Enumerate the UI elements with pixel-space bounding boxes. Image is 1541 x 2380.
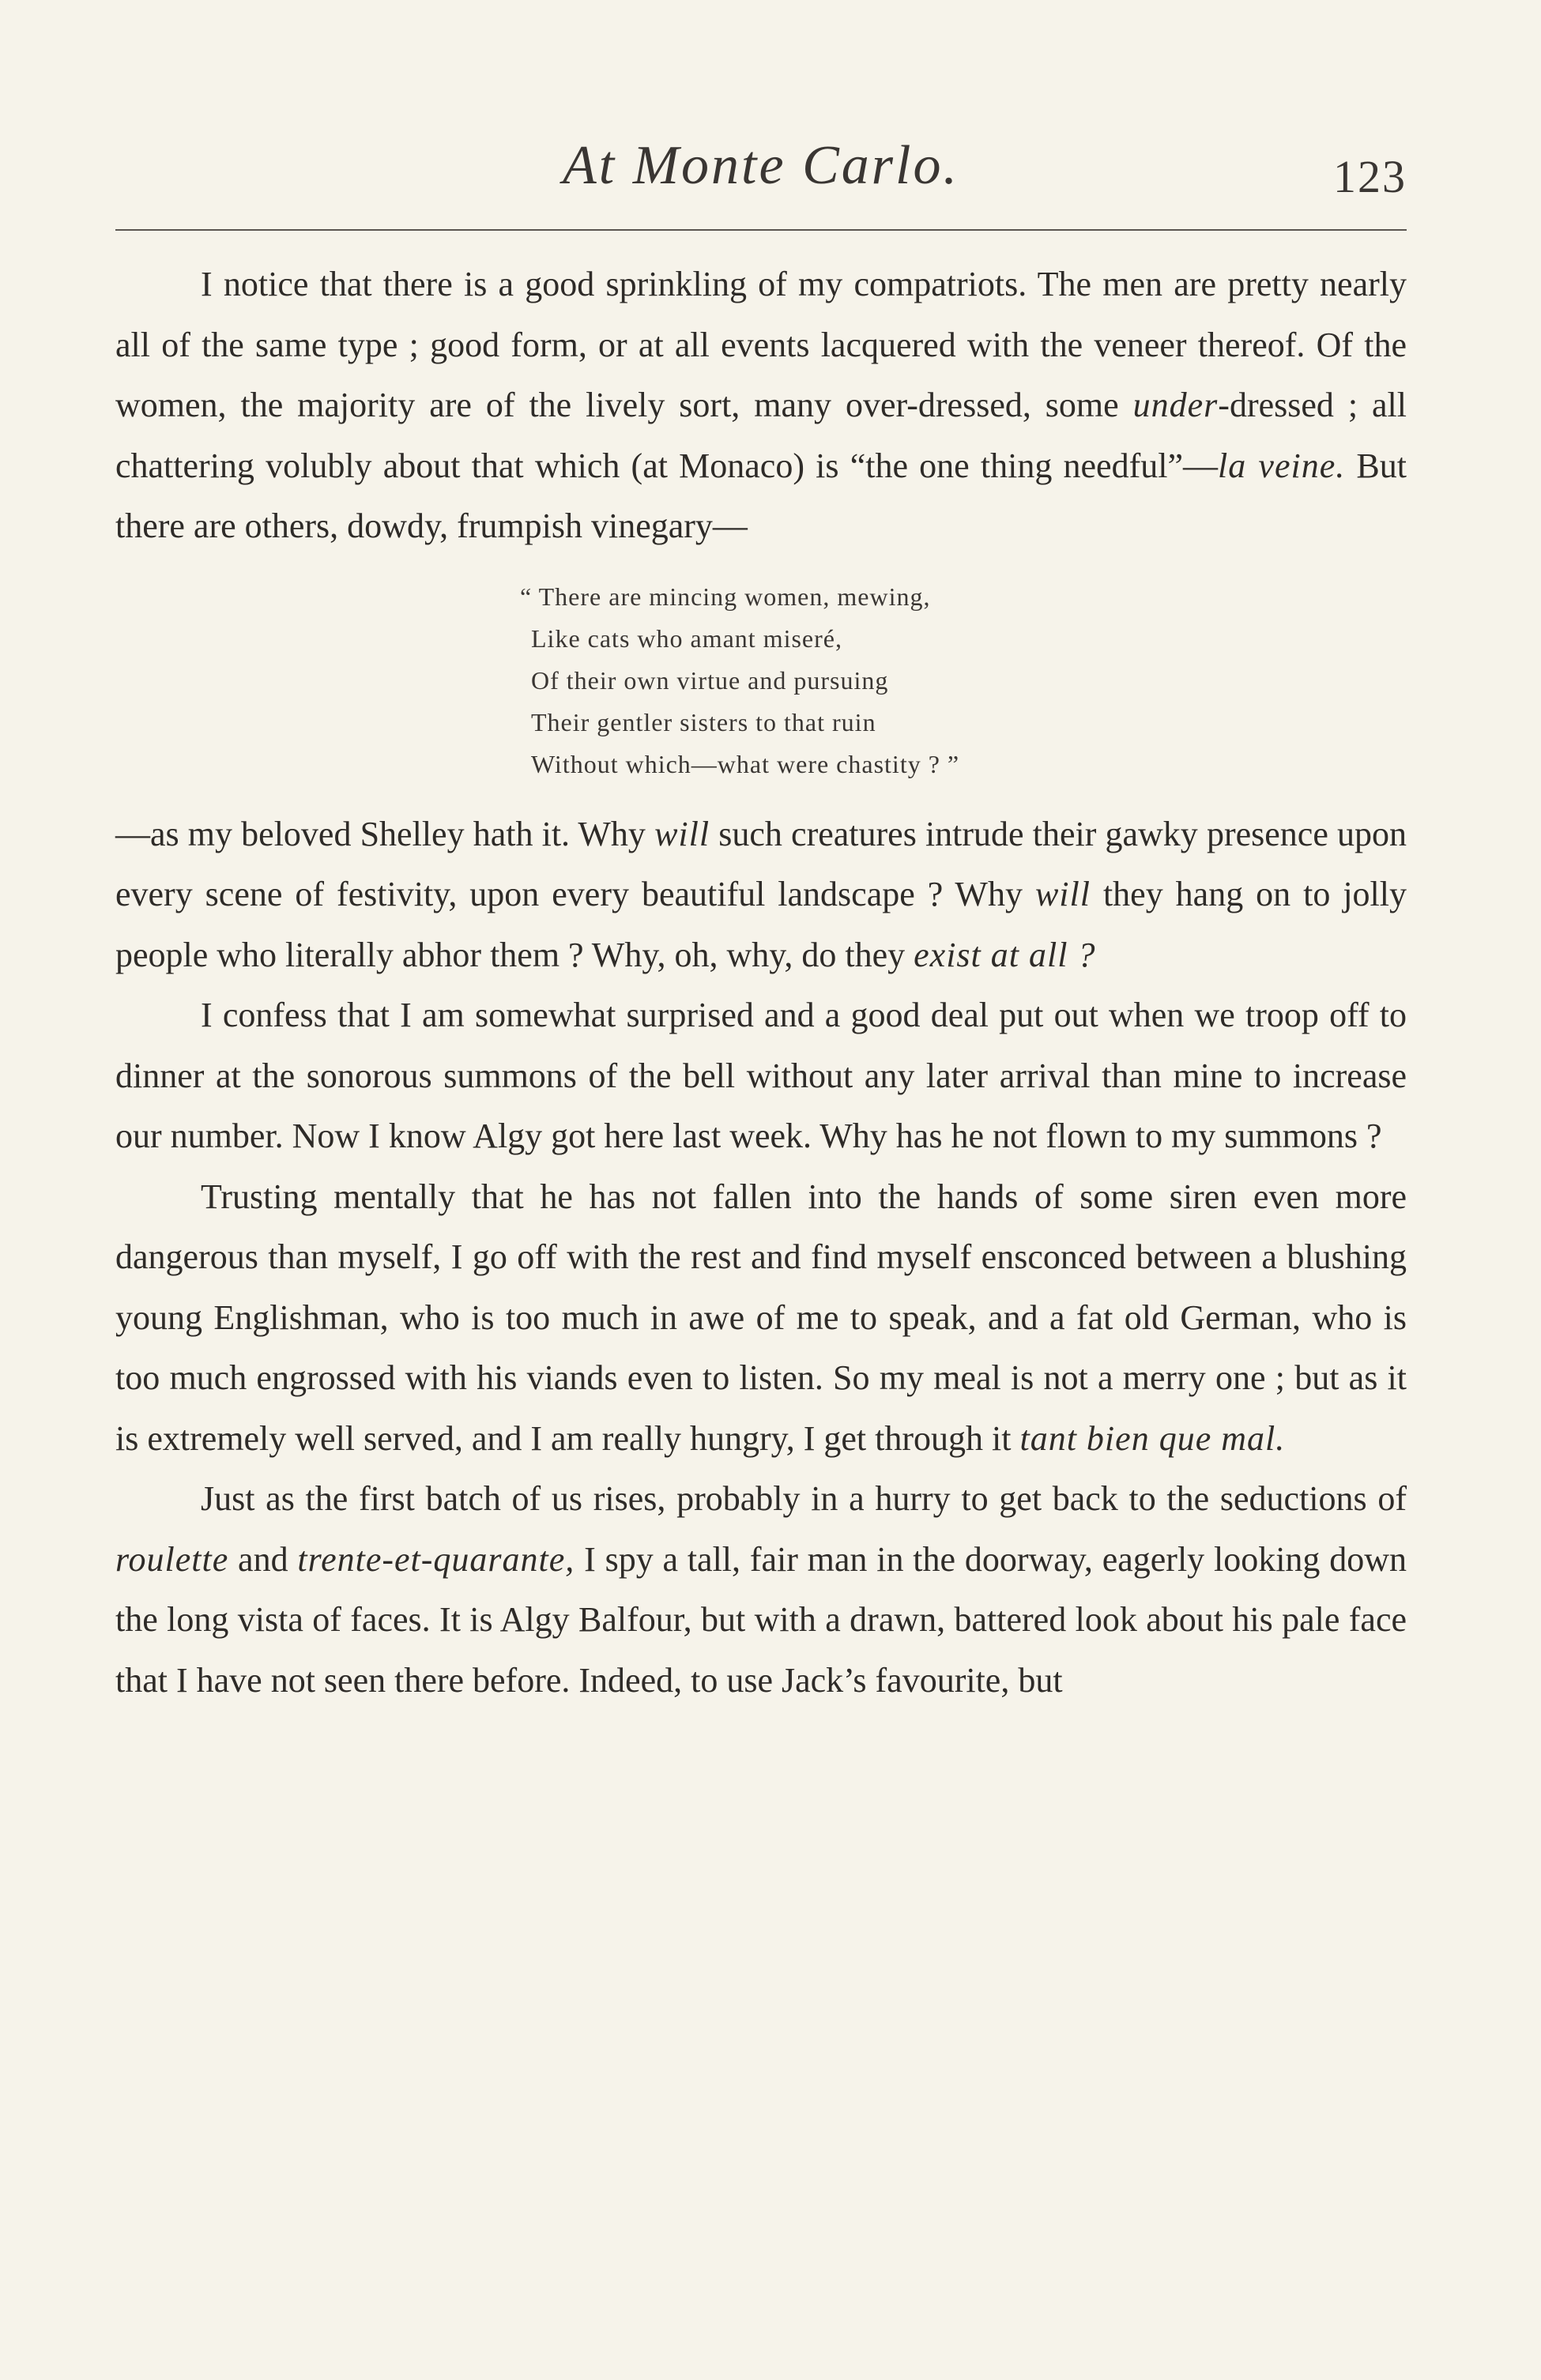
paragraph-3: I confess that I am somewhat surprised and a good deal put out when we troop off to dinner at the sonorous summons of the bell without any later arrival than mine to increase our number. Now I know Algy got here last week. Why has he not flown to my summons ? <box>115 996 1407 1155</box>
paragraph-2-emphasis-will-2: will <box>1034 875 1091 913</box>
paragraph-5-emphasis-roulette: roulette <box>115 1539 229 1579</box>
paragraph-2-text-c: they hang on to jolly people who literally abhor them ? Why, oh, why, do they <box>115 875 1407 974</box>
paragraph-1-text-c: But there are others, dowdy, frumpish vinegary— <box>115 446 1407 545</box>
paragraph-4 <box>115 1167 1407 1470</box>
paragraph-1-text-b: -dressed ; all chattering volubly about that which (at Monaco) is “the one thing needful”— <box>115 386 1407 485</box>
paragraph-2-emphasis-exist: exist at all ? <box>914 935 1096 974</box>
paragraph-2-emphasis-will: will <box>654 814 710 853</box>
paragraph-1-emphasis-la-veine: la veine. <box>1218 446 1346 485</box>
page-number: 123 <box>1333 151 1407 202</box>
paragraph-5-text-c: I spy a tall, fair man in the doorway, eagerly looking down the long vista of faces. It is Algy Balfour, but with a drawn, battered look about his pale face that I have not seen there before. Indeed, to use Jack’s favourite, but <box>115 1539 1407 1700</box>
paragraph-5 <box>115 1469 1407 1711</box>
paragraph-5-text-b: and <box>228 1539 298 1579</box>
paragraph-5-emphasis-trente: trente-et-quarante, <box>297 1539 575 1579</box>
verse-line: Without which—what were chastity ? ” <box>531 749 960 778</box>
verse-line: Of their own virtue and pursuing <box>531 665 889 695</box>
verse-line: “ There are mincing women, mewing, <box>520 582 931 611</box>
running-title: At Monte Carlo. <box>563 135 959 196</box>
verse-line: Like cats who amant miseré, <box>531 623 842 653</box>
page-header <box>115 134 1407 205</box>
verse-quotation <box>520 576 1407 785</box>
paragraph-1-emphasis-under: under <box>1132 386 1219 424</box>
paragraph-4-emphasis-tant-bien: tant bien que mal. <box>1019 1418 1286 1458</box>
verse-line: Their gentler sisters to that ruin <box>531 707 876 736</box>
paragraph-2-text-b: such creatures intrude their gawky presence upon every scene of festivity, upon every beautiful landscape ? Why <box>115 814 1407 913</box>
body-text <box>115 254 1407 1711</box>
paragraph-2-text-a: —as my beloved Shelley hath it. Why <box>115 814 655 853</box>
paragraph-5-text-a: Just as the first batch of us rises, probably in a hurry to get back to the seductions of <box>201 1479 1407 1518</box>
paragraph-2 <box>115 804 1407 986</box>
paragraph-1 <box>115 254 1407 557</box>
header-rule <box>115 229 1407 231</box>
paragraph-4-text-a: Trusting mentally that he has not fallen into the hands of some siren even more dangerous than myself, I go off with the rest and find myself ensconced between a blushing young Englishman, who is too much in awe of me to speak, and a fat old German, who is too much engrossed with his viands even to listen. So my meal is not a merry one ; but as it is extremely well served, and I am really hungry, I get through it <box>115 1177 1407 1458</box>
paragraph-1-text-a: I notice that there is a good sprinkling of my compatriots. The men are pretty nearly all of the same type ; good form, or at all events lacquered with the veneer thereof. Of the women, the majority are of the lively sort, many over-dressed, some <box>115 265 1407 424</box>
